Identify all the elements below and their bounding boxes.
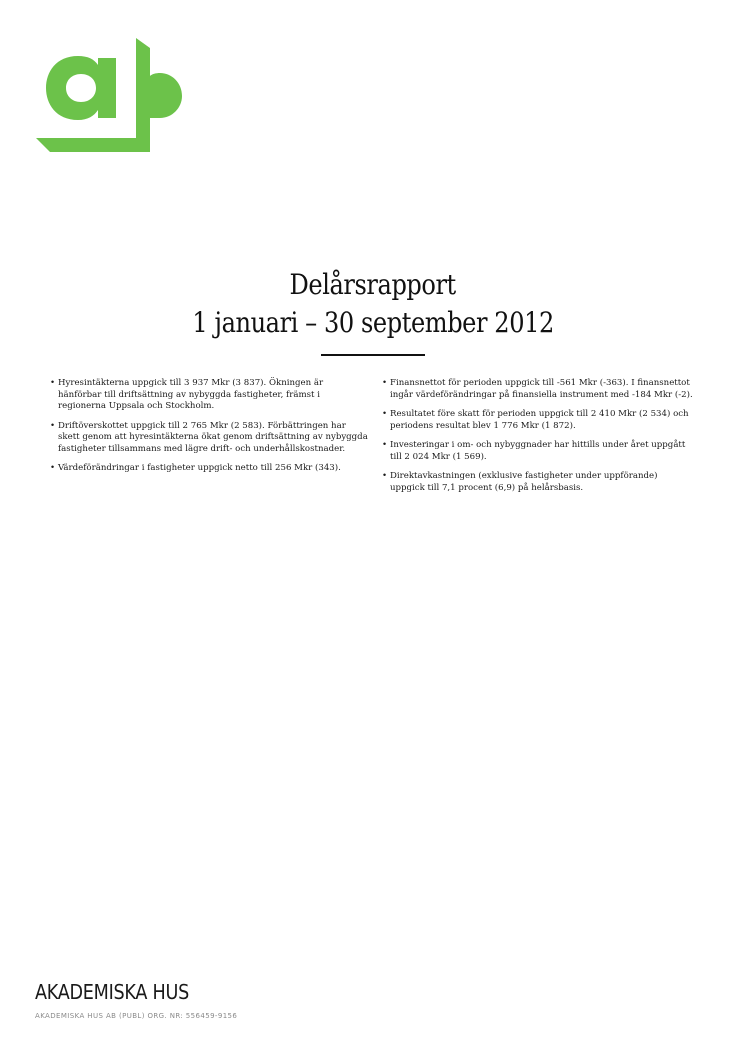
highlight-item: • Driftöverskottet uppgick till 2 765 Mkr (2 583). Förbättringen har skett genom att hyresintäkterna ökat genom driftsättning av nybyggda fastigheter tillsammans med lägre drift- och underhållskostnader. (50, 421, 368, 456)
title-divider (321, 354, 425, 356)
highlight-item: • Hyresintäkterna uppgick till 3 937 Mkr (3 837). Ökningen är hänförbar till driftsättning av nybyggda fastigheter, främst i regionerna Uppsala och Stockholm. (50, 378, 368, 413)
highlight-item: • Finansnettot för perioden uppgick till -561 Mkr (-363). I finansnettot ingår värdeförändringar på finansiella instrument med -184 Mkr (-2). (382, 378, 694, 401)
highlight-item: • Värdeförändringar i fastigheter uppgick netto till 256 Mkr (343). (50, 463, 368, 475)
highlight-item: • Direktavkastningen (exklusive fastigheter under uppförande) uppgick till 7,1 procent (6,9) på helårsbasis. (382, 471, 694, 494)
logo-a-shape (46, 56, 116, 120)
footer-company-name: AKADEMISKA HUS (35, 980, 189, 1004)
highlights-right-column (382, 378, 694, 502)
report-title (0, 266, 746, 356)
highlight-item: • Resultatet före skatt för perioden uppgick till 2 410 Mkr (2 534) och periodens resultat blev 1 776 Mkr (1 872). (382, 409, 694, 432)
footer-org-number: AKADEMISKA HUS AB (PUBL) ORG. NR: 556459-9156 (35, 1012, 238, 1020)
highlights-left-column (50, 378, 368, 483)
title-line-1: Delårsrapport (289, 268, 457, 301)
title-line-2: 1 januari – 30 september 2012 (192, 306, 554, 339)
akademiska-hus-logo (36, 38, 182, 152)
highlight-item: • Investeringar i om- och nybyggnader har hittills under året uppgått till 2 024 Mkr (1 569). (382, 440, 694, 463)
